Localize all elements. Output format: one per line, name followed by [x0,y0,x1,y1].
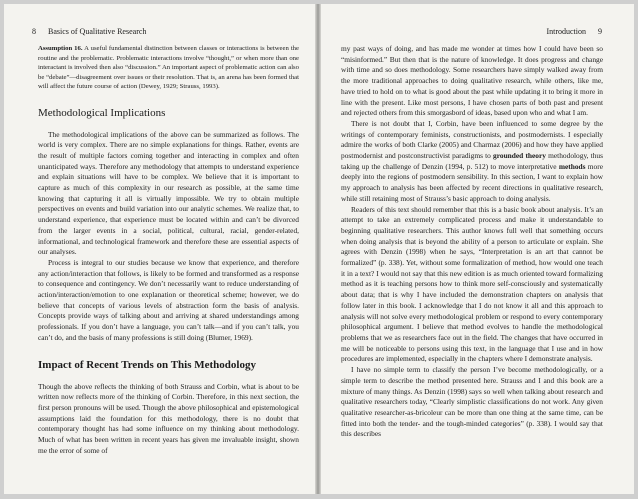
left-running-header [32,27,146,37]
right-page [321,4,634,494]
right-running-header [546,27,602,37]
paragraph: Though the above reflects the thinking of both Strauss and Corbin, what is about to be written now reflects more of the thinking of Corbin. Therefore, in this next section, the first person pronouns will be used. Though the above philosophical and epistemological assumptions laid the foundation for this methodology, there is no doubt that contemporary thought has had some influence on my thinking about methodology. Much of what has been written in recent years has given me invaluable insight, shown me the error of some of [38,381,299,455]
left-page [4,4,315,494]
right-page-number: 9 [598,27,602,36]
assumption-text: A useful fundamental distinction between classes or interactions is between the routine and the problematic. Problematic interactions involve “thought,” or when more than one interactant is involved then also “discussion.” An important aspect of problematic action can also be “debate”—disagreement over issues or their resolution. That is, an arena has been formed that will affect the future course of action (Dewey, 1929; Strauss, 1993). [38,45,299,90]
left-running-head: Basics of Qualitative Research [48,27,147,36]
paragraph: my past ways of doing, and has made me wonder at times how I could have been so “misinformed.” But then that is the nature of knowledge. It does progress and change with time and so does methodology. Some researchers have simply walked away from the more traditional approaches to doing qualitative research, while others, like me, have tried to hold on to what is good about the past while updating it to bring it more in line with the present. Like most persons, I have chosen parts of both past and present and rejected others from this smorgasbord of ideas, based upon who and what I am. [341,44,603,118]
right-running-head: Introduction [546,27,586,36]
section-heading-methodological-implications: Methodological Implications [38,106,166,119]
paragraph-text: methodology, thus taking up the challenge of Denzin (1994, p. 512) to move interpretative [341,151,603,171]
paragraph: The methodological implications of the above can be summarized as follows. The world is very complex. There are no simple explanations for things. Rather, events are the result of multiple factors coming together and interacting in complex and often unanticipated ways. Therefore any methodology that attempts to understand experience and explain situations will have to be complex. We believe that it is important to capture as much of this complexity in our research as possible, at the same time knowing that capturing it all is virtually impossible. We try to obtain multiple perspectives on events and build variation into our analytic schemes. We realize that, to understand experience, that experience must be located within and can’t be divorced from the larger events in a social, political, cultural, racial, gender-related, informational, and technological framework and therefore these are essential aspects of our analyses. [38,129,299,257]
section-heading-recent-trends: Impact of Recent Trends on This Methodology [38,358,256,371]
left-page-body [38,44,299,456]
assumption-label: Assumption 16. [38,45,83,52]
assumption-16 [38,44,299,92]
bold-term-grounded-theory: grounded theory [493,151,546,161]
left-page-number: 8 [32,27,36,36]
bold-term-methods: methods [558,161,586,171]
paragraph: I have no simple term to classify the person I’ve become methodologically, or a simple term to describe the method presented here. Strauss and I and this book are a mixture of many things. As Denzin (1998) says so well when talking about research and qualitative researchers today, “Clearly simplistic classifications do not work. Any given qualitative researcher-as-bricoleur can be more than one thing at the same time, can be fitted into both the tender- and the tough-minded categories” (p. 338). I would say that this describes [341,365,603,439]
paragraph-text: more deeply into the regions of postmodern sensibility. In this section, I want to explain how my approach to analysis has been affected by recent directions in qualitative research, while still retaining most of Strauss’s basic approach to doing analysis. [341,161,603,203]
paragraph: Readers of this text should remember that this is a basic book about analysis. It’s an attempt to take an extremely complicated process and make it understandable to beginning qualitative researchers. This author knows full well that something occurs when doing analysis that is beyond the ability of a person to articulate or explain. She agrees with Denzin (1998) when he says, “Interpretation is an art that cannot be formalized” (p. 338). Yet, without some formalization of method, how would one teach it in a text? I would not say that this new edition is as much oriented toward formalizing method as it is teaching persons how to think more self-consciously and systematically about data; that is why I have included the demonstration chapters on analysis that follow later in this book. I acknowledge that I do not know it all and this approach to analysis will not solve every methodological problem or respond to every contemporary philosophical argument. I believe that method evolves to handle the methodological problems that we as researchers face out in the field. The changes that have occurred in me will be noticeable to persons using this text, in the language that I use and in how procedures are implemented, especially in the chapters where I demonstrate analysis. [341,204,603,364]
right-page-body [341,44,603,440]
paragraph: Process is integral to our studies because we know that experience, and therefore any action/interaction that follows, is likely to be formed and transformed as a response to consequence and contingency. We don’t necessarily want to reduce understanding of action/interaction/emotion to one explanation or theoretical scheme; however, we do believe that concepts of various levels of abstraction form the basis of analysis. Concepts provide ways of talking about and arriving at shared understandings among professionals. If you don’t have a language, you can’t talk—and if you can’t talk, you can’t do, and the basis of many professions is still doing (Blumer, 1969). [38,257,299,342]
paragraph [341,119,603,205]
paragraph-text: There is not doubt that I, Corbin, have been influenced to some degree by the writings of contemporary feminists, constructionists, and postmodernists. I especially admire the works of both Clarke (2005) and Charmaz (2006) and how they have applied postmodernist and postconstructivist paradigms to [341,118,603,161]
